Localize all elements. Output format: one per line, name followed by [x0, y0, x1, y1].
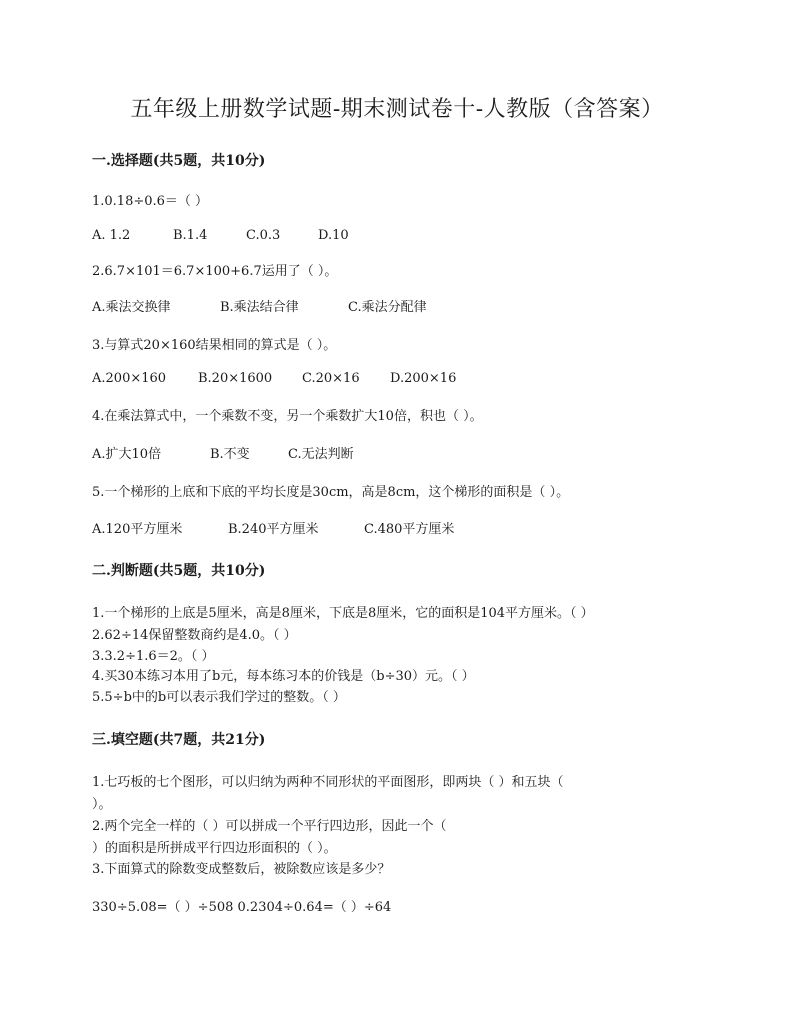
- question-options: [92, 518, 454, 537]
- judge-line: 3.3.2÷1.6＝2。（ ）: [92, 649, 215, 664]
- option: A.乘法交换律: [92, 300, 171, 315]
- judge-line: 4.买30本练习本用了b元，每本练习本的价钱是（b÷30）元。（ ）: [92, 669, 475, 684]
- option: B.不变: [210, 447, 250, 462]
- question-text: 3.与算式20×160结果相同的算式是（ ）。: [92, 338, 337, 353]
- option: C.无法判断: [288, 447, 354, 462]
- option: A.200×160: [92, 371, 167, 386]
- judge-line: 5.5÷b中的b可以表示我们学过的整数。（ ）: [92, 690, 346, 705]
- question-text: 2.6.7×101＝6.7×100+6.7运用了（ ）。: [92, 264, 338, 279]
- judge-line: 1.一个梯形的上底是5厘米，高是8厘米，下底是8厘米，它的面积是104平方厘米。（ ）: [92, 606, 594, 621]
- fill-line: ）的面积是所拼成平行四边形面积的（ ）。: [92, 841, 337, 856]
- option: A.扩大10倍: [92, 447, 162, 462]
- option: C.480平方厘米: [364, 522, 455, 537]
- judge-line: 2.62÷14保留整数商约是4.0。（ ）: [92, 628, 297, 643]
- question-options: [92, 296, 427, 315]
- option: D.200×16: [390, 371, 457, 386]
- option: C.20×16: [302, 371, 360, 386]
- option: D.10: [318, 228, 349, 243]
- question-options: [92, 443, 354, 462]
- option: B.20×1600: [198, 371, 273, 386]
- fill-line: 2.两个完全一样的（ ）可以拼成一个平行四边形，因此一个（: [92, 819, 447, 834]
- option: C.乘法分配律: [348, 300, 427, 315]
- option: B.240平方厘米: [228, 522, 319, 537]
- question-text: 5.一个梯形的上底和下底的平均长度是30cm，高是8cm，这个梯形的面积是（ ）。: [92, 485, 570, 500]
- question-options: [92, 228, 349, 243]
- section-heading-fill: 三.填空题(共7题，共21分): [92, 732, 266, 748]
- section-heading-judge: 二.判断题(共5题，共10分): [92, 563, 266, 579]
- option: A. 1.2: [92, 228, 131, 243]
- option: B.乘法结合律: [220, 300, 299, 315]
- fill-line: 330÷5.08=（ ）÷508 0.2304÷0.64=（ ）÷64: [92, 900, 392, 915]
- section-heading-choice: 一.选择题(共5题，共10分): [92, 153, 266, 169]
- fill-line: 3.下面算式的除数变成整数后，被除数应该是多少？: [92, 862, 391, 877]
- option: C.0.3: [246, 228, 281, 243]
- question-options: [92, 371, 456, 386]
- fill-line: ）。: [92, 797, 112, 812]
- page-title: 五年级上册数学试题-期末测试卷十-人教版（含答案）: [130, 97, 664, 122]
- question-text: 1.0.18÷0.6＝（ ）: [92, 194, 209, 209]
- fill-line: 1.七巧板的七个图形，可以归纳为两种不同形状的平面图形，即两块（ ）和五块（: [92, 775, 564, 790]
- question-text: 4.在乘法算式中，一个乘数不变，另一个乘数扩大10倍，积也（ ）。: [92, 409, 483, 424]
- option: B.1.4: [173, 228, 208, 243]
- option: A.120平方厘米: [92, 522, 183, 537]
